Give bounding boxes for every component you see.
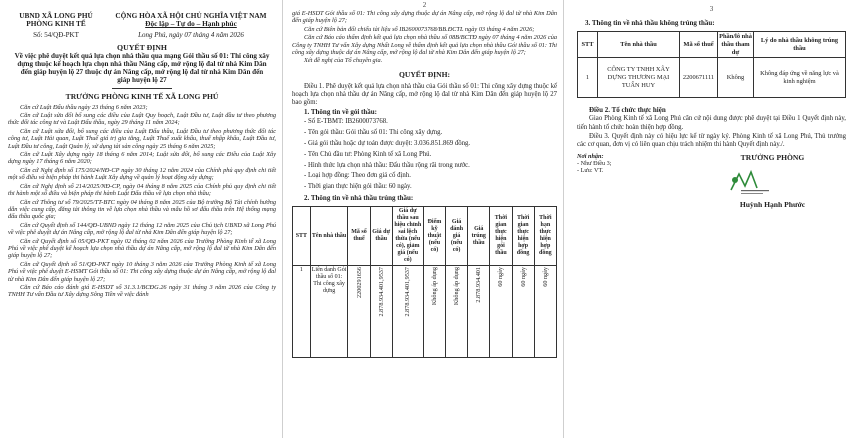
table-header-row (293, 207, 557, 266)
list-item: - Thời gian thực hiện gói thầu: 60 ngày. (304, 183, 412, 191)
org-line-2: PHÒNG KINH TẾ (26, 19, 86, 29)
legal-basis: Xét đề nghị của Tổ chuyên gia. (304, 57, 383, 65)
table-cell: 2.878.934.401 (475, 267, 483, 303)
page-3 (565, 0, 854, 438)
legal-basis: Căn cứ Biên bản đối chiếu tài liệu số IB2600073768/BB.ĐCTL ngày 03 tháng 4 năm 2026; (304, 25, 535, 33)
table-cell: 1 (578, 58, 598, 98)
legal-basis: giá E-HSDT Gói thầu số 01: Thi công xây dựng thuộc dự án Nâng cấp, mở rộng lộ đal từ nhà Kim Dân đến giáp huyện lộ 27; (292, 10, 557, 25)
signature-block (577, 153, 846, 209)
column-header: Giá dự thầu (370, 207, 392, 266)
column-header: STT (293, 207, 311, 266)
article-1: Điều 1. Phê duyệt kết quả lựa chọn nhà thầu của Gói thầu số 01: Thi công xây dựng thuộc kế hoạch lựa chọn nhà thầu dự án Nâng cấp, mở rộng lộ đal từ nhà Kim Dân đến giáp huyện lộ 27 bao gồm: (292, 82, 557, 107)
column-header: Lý do nhà thầu không trúng thầu (754, 32, 846, 58)
table-cell: 60 ngày (497, 267, 505, 287)
list-item: - Loại hợp đồng: Theo đơn giá cố định. (304, 172, 411, 180)
legal-basis: Căn cứ Thông tư số 79/2025/TT-BTC ngày 04 tháng 8 năm 2025 của Bộ trưởng Bộ Tài chính hướng dẫn việc cung cấp, đăng tải thông tin về lựa chọn nhà thầu và mẫu hồ sơ đấu thầu trên Hệ thống mạng đấu thầu quốc gia; (8, 198, 276, 221)
column-header: STT (578, 32, 598, 58)
page-number: 3 (709, 5, 714, 13)
legal-basis: Căn cứ Báo cáo thẩm định kết quả lựa chọn nhà thầu số 08B/BCTĐ ngày 07 tháng 4 năm 2026 của Công ty TNHH Tư vấn Xây dựng Nhất Long về thẩm định kết quả lựa chọn nhà thầu Gói thầu số 01: Thi công xây dựng thuộc dự án Nâng cấp, mở rộng lộ đal từ nhà Kim Dân đến giáp huyện lộ 27; (292, 34, 557, 57)
recipients (577, 153, 687, 209)
section-heading: 3. Thông tin về nhà thầu không trúng thầu: (585, 19, 715, 27)
legal-basis: Căn cứ Quyết định số 05/QĐ-PKT ngày 02 tháng 02 năm 2026 của Trưởng Phòng Kinh tế xã Long Phú về việc phê duyệt kế hoạch lựa chọn nhà thầu dự án Nâng cấp, mở rộng lộ đal từ nhà Kim Dân đến giáp huyện lộ 27; (8, 237, 276, 260)
document-header (8, 12, 276, 29)
list-item: - Hình thức lựa chọn nhà thầu: Đấu thầu rộng rãi trong nước. (304, 161, 470, 169)
legal-basis: Căn cứ Quyết định số 144/QĐ-UBND ngày 12 tháng 12 năm 2025 của Chủ tịch UBND xã Long Phú về việc phê duyệt dự án Nâng cấp, mở rộng lộ đal từ nhà Kim Dân đến giáp huyện lộ 27; (8, 221, 276, 237)
table-cell: 2.878.934.401,9537 (377, 267, 385, 317)
column-header: Phần/lô nhà thầu tham dự (718, 32, 754, 58)
table-row (293, 266, 557, 358)
list-item: - Giá gói thầu hoặc dự toán được duyệt: 3.036.851.869 đồng. (304, 140, 471, 148)
table-cell: Không (718, 58, 754, 98)
document-subtitle: Về việc phê duyệt kết quả lựa chọn nhà thầu qua mạng Gói thầu số 01: Thi công xây dựng thuộc kế hoạch lựa chọn nhà thầu Nâng cấp, mở rộng lộ đal từ nhà Kim Dân đến giáp huyện lộ 27 thuộc dự án Nâng cấp, mở rộng lộ đal từ nhà Kim Dân đến giáp huyện lộ 27 (14, 51, 270, 85)
table-cell: CÔNG TY TNHH XÂY DỰNG THƯƠNG MẠI TUẤN HUY (598, 58, 680, 98)
losing-bidder-table (577, 31, 846, 98)
legal-basis: Căn cứ Luật Đấu thầu ngày 23 tháng 6 năm 2023; (20, 103, 148, 111)
legal-basis: Căn cứ Nghị định số 214/2025/NĐ-CP, ngày 04 tháng 8 năm 2025 của Chính phủ quy định chi tiết thi hành một số điều và biện pháp thi hành Luật Đấu thầu về lựa chọn nhà thầu; (8, 182, 276, 198)
table-cell: 60 ngày (541, 267, 549, 287)
signer-name: Huỳnh Hạnh Phước (739, 200, 806, 210)
agency-name: TRƯỞNG PHÒNG KINH TẾ XÃ LONG PHÚ (65, 91, 219, 101)
signer (687, 153, 846, 209)
decision-heading: QUYẾT ĐỊNH: (398, 69, 451, 79)
column-header: Mã số thuế (348, 207, 370, 266)
nation-line-1: CỘNG HÒA XÃ HỘI CHỦ NGHĨA VIỆT NAM (115, 11, 267, 20)
list-item: - Số E-TBMT: IB2600073768. (304, 118, 388, 126)
place-date: Long Phú, ngày 07 tháng 4 năm 2026 (138, 30, 244, 39)
page-number: 2 (422, 1, 427, 9)
table-cell: 1 (293, 266, 311, 358)
article-3: Điều 3. Quyết định này có hiệu lực kể từ ngày ký. Phòng Kinh tế xã Long Phú, Thủ trưởng các cơ quan, đơn vị có liên quan chịu trách nhiệm thi hành Quyết định này./. (577, 132, 846, 148)
org-line-1: UBND XÃ LONG PHÚ (19, 11, 93, 20)
legal-basis: Căn cứ Luật sửa đổi bổ sung các điều của Luật Quy hoạch, Luật Đầu tư, Luật đầu tư theo phương thức đối tác công tư và Luật Đấu thầu, ngày 29 tháng 11 năm 2024; (8, 112, 276, 127)
package-info-list (292, 117, 557, 193)
table-cell: Không đáp ứng về năng lực và kinh nghiệm (754, 58, 846, 98)
recipient-item: - Lưu: VT. (577, 167, 604, 175)
table-row (578, 58, 846, 98)
page-title: QUYẾT ĐỊNH (117, 42, 167, 52)
column-header: Giá đánh giá (nếu có) (446, 207, 468, 266)
column-header: Tên nhà thầu (310, 207, 348, 266)
page-1 (0, 0, 283, 438)
page-2 (284, 0, 564, 438)
column-header: Giá dự thầu sau hiệu chỉnh sai lệch thừa (nếu có), giảm giá (nếu có) (392, 207, 423, 266)
signer-title: TRƯỞNG PHÒNG (740, 153, 805, 163)
winning-bidder-table (292, 206, 557, 358)
table-cell: Liên danh Gói thầu số 01: Thi công xây dựng (310, 266, 348, 358)
article-2-heading: Điều 2. Tổ chức thực hiện (589, 106, 666, 115)
table-cell: Không áp dụng (430, 267, 438, 306)
digital-signature-icon (727, 168, 771, 196)
table-cell: 2200671111 (680, 58, 718, 98)
list-item: - Tên Chủ đầu tư: Phòng Kinh tế xã Long Phú. (304, 150, 432, 158)
legal-basis: Căn cứ Luật sửa đổi, bổ sung các điều của Luật Đấu thầu, Luật Đầu tư theo phương thức đối tác công tư, Luật Hải quan, Luật Thuế giá trị gia tăng, Luật Thuế xuất khẩu, thuế nhập khẩu, Luật Đầu tư, Luật Đầu tư công, Luật Quản lý, sử dụng tài sản công ngày 25 tháng 6 năm 2025; (8, 127, 276, 150)
doc-number: Số: 54/QĐ-PKT (33, 30, 79, 39)
legal-basis: Căn cứ Nghị định số 175/2024/NĐ-CP ngày 30 tháng 12 năm 2024 của Chính phủ quy định chi tiết một số điều và biện pháp thi hành Luật Xây dựng về quản lý hoạt động xây dựng; (8, 166, 276, 182)
column-header: Điểm kỹ thuật (nếu có) (423, 207, 445, 266)
column-header: Mã số thuế (680, 32, 718, 58)
divider (112, 88, 172, 89)
column-header: Tên nhà thầu (598, 32, 680, 58)
table-header-row (578, 32, 846, 58)
table-cell: 2200291656 (355, 267, 363, 298)
recipient-item: - Như Điều 3; (577, 160, 612, 168)
section-heading: 2. Thông tin về nhà thầu trúng thầu: (304, 194, 414, 203)
legal-basis: Căn cứ Quyết định số 51/QĐ-PKT ngày 10 tháng 3 năm 2026 của Trưởng Phòng Kinh tế xã Long Phú về việc phê duyệt E-HSMT Gói thầu số 01: Thi công xây dựng thuộc dự án Nâng cấp, mở rộng lộ đal từ nhà Kim Dân đến giáp huyện lộ 27; (8, 260, 276, 283)
table-cell: 2.878.934.401,9537 (404, 267, 412, 317)
list-item: - Tên gói thầu: Gói thầu số 01: Thi công xây dựng. (304, 129, 443, 137)
table-cell: 60 ngày (519, 267, 527, 287)
column-header: Giá trúng thầu (468, 207, 490, 266)
recipients-title: Nơi nhận: (577, 153, 604, 161)
column-header: Thời gian thực hiện gói thầu (490, 207, 512, 266)
table-cell: Không áp dụng (453, 267, 461, 306)
legal-bases (8, 104, 276, 299)
column-header: Thời hạn thực hiện hợp đồng (534, 207, 556, 266)
section-heading: 1. Thông tin về gói thầu: (304, 108, 377, 117)
article-2-text: Giao Phòng Kinh tế xã Long Phú căn cứ nội dung được phê duyệt tại Điều 1 Quyết định này, tiến hành tổ chức hoàn thiện hợp đồng. (577, 115, 846, 131)
legal-basis: Căn cứ Báo cáo đánh giá E-HSDT số 31.3.1/BCĐG.26 ngày 31 tháng 3 năm 2026 của Công ty TNHH Tư vấn Đầu tư Xây dựng Sông Tiền về việc đánh (8, 283, 276, 299)
legal-basis: Căn cứ Luật Xây dựng ngày 18 tháng 6 năm 2014; Luật sửa đổi, bổ sung các Điều của Luật Xây dựng ngày 17 tháng 6 năm 2020; (8, 151, 276, 166)
column-header: Thời gian thực hiện hợp đồng (512, 207, 534, 266)
nation-line-2: Độc lập – Tự do – Hạnh phúc (145, 19, 237, 29)
